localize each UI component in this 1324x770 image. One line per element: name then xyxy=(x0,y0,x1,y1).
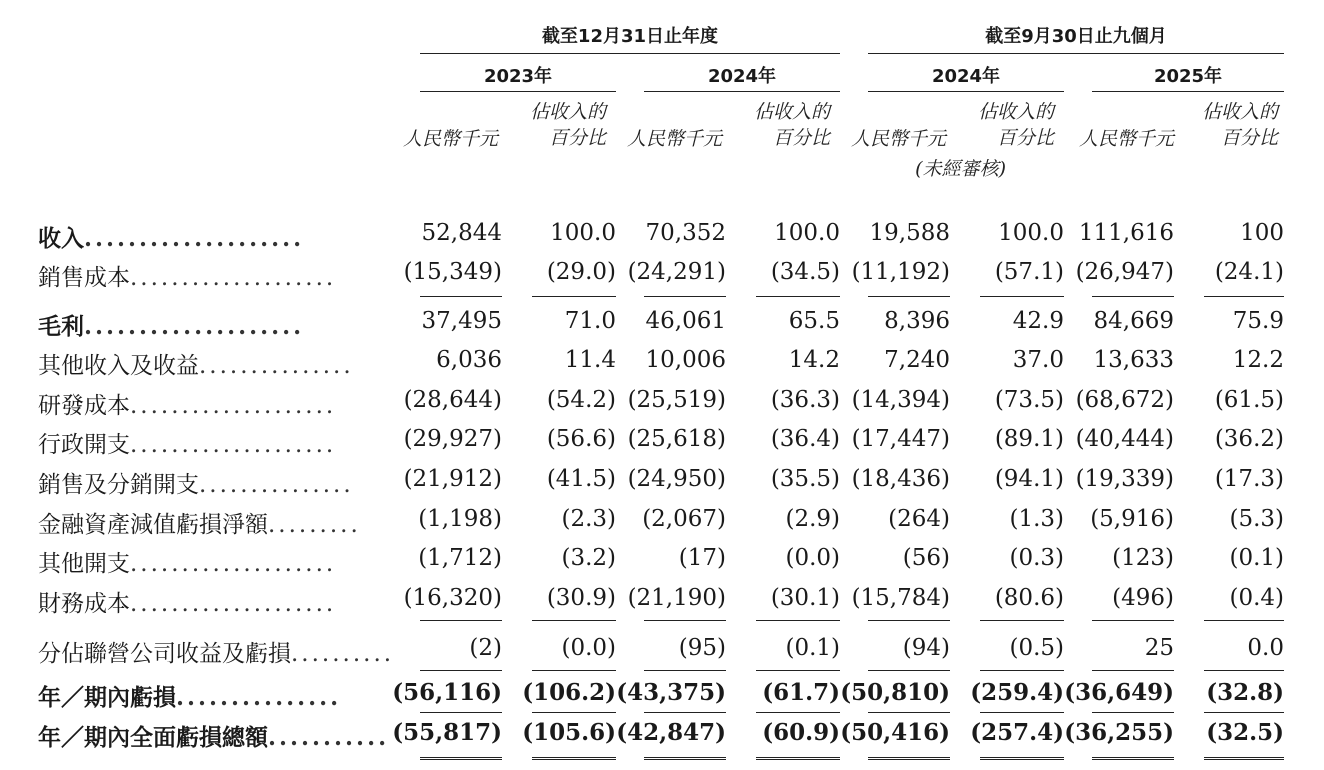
cell-value: (50,416) xyxy=(840,719,950,746)
subtotal-rule xyxy=(644,620,726,621)
cell-value: (1,712) xyxy=(418,545,502,571)
cell-value: (25,618) xyxy=(627,426,726,452)
cell-value: 100 xyxy=(1240,220,1284,246)
cell-value: (55,817) xyxy=(392,719,502,746)
cell-value: 13,633 xyxy=(1093,347,1174,373)
header-year-2024-fy: 2024年 xyxy=(707,66,777,87)
cell-value: 25 xyxy=(1144,635,1174,661)
row-label: 其他收入及收益............... xyxy=(38,353,354,379)
subtotal-rule xyxy=(532,620,616,621)
header-year-2024-9m: 2024年 xyxy=(931,66,1001,87)
cell-value: (29,927) xyxy=(403,426,502,452)
cell-value: 12.2 xyxy=(1232,347,1284,373)
cell-value: (30.1) xyxy=(770,585,840,611)
header-fy-group: 截至12月31日止年度 xyxy=(541,26,719,47)
cell-value: (0.4) xyxy=(1229,585,1284,611)
row-label: 其他開支.................... xyxy=(38,551,337,577)
subtotal-rule xyxy=(532,670,616,671)
col-rmb-2024-fy: 人民幣千元 xyxy=(626,128,722,150)
subtotal-rule xyxy=(980,620,1064,621)
cell-value: (123) xyxy=(1112,545,1174,571)
cell-value: (94) xyxy=(902,635,950,661)
cell-value: (2.3) xyxy=(561,506,616,532)
subtotal-rule xyxy=(980,757,1064,760)
subtotal-rule xyxy=(1204,296,1284,297)
cell-value: (24.1) xyxy=(1214,259,1284,285)
subtotal-rule xyxy=(532,757,616,760)
cell-value: (28,644) xyxy=(403,387,502,413)
row-label: 銷售成本.................... xyxy=(38,265,337,291)
subtotal-rule xyxy=(644,757,726,760)
cell-value: (61.5) xyxy=(1214,387,1284,413)
subtotal-rule xyxy=(756,757,840,760)
cell-value: 46,061 xyxy=(645,308,726,334)
cell-value: (17) xyxy=(678,545,726,571)
cell-value: 100.0 xyxy=(550,220,616,246)
cell-value: 19,588 xyxy=(869,220,950,246)
row-label: 收入.................... xyxy=(38,225,305,252)
cell-value: 8,396 xyxy=(884,308,950,334)
cell-value: 0.0 xyxy=(1247,635,1284,661)
subtotal-rule xyxy=(644,712,726,713)
cell-value: 100.0 xyxy=(774,220,840,246)
header-nine-month-group: 截至9月30日止九個月 xyxy=(985,26,1167,47)
subtotal-rule xyxy=(1204,757,1284,760)
cell-value: (264) xyxy=(888,506,950,532)
cell-value: (36.2) xyxy=(1214,426,1284,452)
cell-value: (105.6) xyxy=(522,719,616,746)
cell-value: (16,320) xyxy=(403,585,502,611)
subtotal-rule xyxy=(980,712,1064,713)
cell-value: (19,339) xyxy=(1075,466,1174,492)
cell-value: (41.5) xyxy=(546,466,616,492)
cell-value: (1,198) xyxy=(418,506,502,532)
cell-value: 42.9 xyxy=(1012,308,1064,334)
cell-value: (95) xyxy=(678,635,726,661)
cell-value: (56,116) xyxy=(392,679,502,706)
cell-value: (68,672) xyxy=(1075,387,1174,413)
cell-value: (50,810) xyxy=(840,679,950,706)
cell-value: 52,844 xyxy=(421,220,502,246)
cell-value: (43,375) xyxy=(616,679,726,706)
subtotal-rule xyxy=(420,757,502,760)
cell-value: (26,947) xyxy=(1075,259,1174,285)
subtotal-rule xyxy=(756,620,840,621)
subtotal-rule xyxy=(420,670,502,671)
cell-value: (259.4) xyxy=(970,679,1064,706)
header-year-2025-9m: 2025年 xyxy=(1153,66,1223,87)
cell-value: 14.2 xyxy=(788,347,840,373)
cell-value: 65.5 xyxy=(788,308,840,334)
cell-value: (60.9) xyxy=(762,719,840,746)
col-pct-2024-9m: 佔收入的 百分比 xyxy=(977,101,1054,149)
subtotal-rule xyxy=(868,670,950,671)
cell-value: (40,444) xyxy=(1075,426,1174,452)
col-pct-2024-fy: 佔收入的 百分比 xyxy=(753,101,830,149)
cell-value: (2) xyxy=(469,635,502,661)
cell-value: (3.2) xyxy=(561,545,616,571)
row-label: 財務成本.................... xyxy=(38,591,337,617)
cell-value: (94.1) xyxy=(994,466,1064,492)
row-label: 研發成本.................... xyxy=(38,393,337,419)
row-label: 毛利.................... xyxy=(38,313,305,340)
cell-value: (42,847) xyxy=(616,719,726,746)
cell-value: (36.3) xyxy=(770,387,840,413)
cell-value: (257.4) xyxy=(970,719,1064,746)
cell-value: 71.0 xyxy=(564,308,616,334)
cell-value: (5,916) xyxy=(1090,506,1174,532)
cell-value: (25,519) xyxy=(627,387,726,413)
row-label: 行政開支.................... xyxy=(38,432,337,458)
cell-value: 37.0 xyxy=(1012,347,1064,373)
cell-value: (0.1) xyxy=(1229,545,1284,571)
subtotal-rule xyxy=(868,296,950,297)
subtotal-rule xyxy=(420,712,502,713)
row-label: 年／期內全面虧損總額........... xyxy=(38,724,390,751)
subtotal-rule xyxy=(420,296,502,297)
col-pct-2023: 佔收入的 百分比 xyxy=(529,101,606,149)
subtotal-rule xyxy=(1092,670,1174,671)
cell-value: (14,394) xyxy=(851,387,950,413)
col-rmb-2025-9m: 人民幣千元 xyxy=(1078,128,1174,150)
subtotal-rule xyxy=(756,670,840,671)
subtotal-rule xyxy=(1092,712,1174,713)
cell-value: (24,950) xyxy=(627,466,726,492)
cell-value: (80.6) xyxy=(994,585,1064,611)
subtotal-rule xyxy=(756,296,840,297)
row-label: 分佔聯營公司收益及虧損.......... xyxy=(38,641,395,667)
cell-value: (32.5) xyxy=(1206,719,1284,746)
cell-value: 111,616 xyxy=(1078,220,1174,246)
cell-value: 11.4 xyxy=(564,347,616,373)
cell-value: 37,495 xyxy=(421,308,502,334)
cell-value: (36,649) xyxy=(1064,679,1174,706)
subtotal-rule xyxy=(532,712,616,713)
cell-value: (29.0) xyxy=(546,259,616,285)
cell-value: 7,240 xyxy=(884,347,950,373)
cell-value: (11,192) xyxy=(851,259,950,285)
unaudited-note: (未經審核) xyxy=(915,158,1006,180)
subtotal-rule xyxy=(868,620,950,621)
cell-value: (30.9) xyxy=(546,585,616,611)
cell-value: (0.0) xyxy=(561,635,616,661)
header-year-2023: 2023年 xyxy=(483,66,553,87)
cell-value: 10,006 xyxy=(645,347,726,373)
subtotal-rule xyxy=(868,757,950,760)
subtotal-rule xyxy=(1204,670,1284,671)
row-label: 金融資產減值虧損淨額......... xyxy=(38,512,361,538)
col-rmb-2024-9m: 人民幣千元 xyxy=(850,128,946,150)
rule-nine-month-group xyxy=(868,53,1284,54)
subtotal-rule xyxy=(644,296,726,297)
subtotal-rule xyxy=(980,670,1064,671)
rule-fy-group xyxy=(420,53,840,54)
cell-value: (2.9) xyxy=(785,506,840,532)
cell-value: (21,912) xyxy=(403,466,502,492)
cell-value: (73.5) xyxy=(994,387,1064,413)
cell-value: (0.0) xyxy=(785,545,840,571)
cell-value: 6,036 xyxy=(436,347,502,373)
cell-value: (21,190) xyxy=(627,585,726,611)
subtotal-rule xyxy=(1204,712,1284,713)
cell-value: (61.7) xyxy=(762,679,840,706)
cell-value: (57.1) xyxy=(994,259,1064,285)
cell-value: (0.5) xyxy=(1009,635,1064,661)
cell-value: (1.3) xyxy=(1009,506,1064,532)
cell-value: (32.8) xyxy=(1206,679,1284,706)
cell-value: (36,255) xyxy=(1064,719,1174,746)
cell-value: (56.6) xyxy=(546,426,616,452)
cell-value: (0.1) xyxy=(785,635,840,661)
subtotal-rule xyxy=(1092,620,1174,621)
cell-value: 84,669 xyxy=(1093,308,1174,334)
cell-value: (34.5) xyxy=(770,259,840,285)
subtotal-rule xyxy=(1204,620,1284,621)
subtotal-rule xyxy=(532,296,616,297)
col-rmb-2023: 人民幣千元 xyxy=(402,128,498,150)
subtotal-rule xyxy=(1092,757,1174,760)
row-label: 年／期內虧損............... xyxy=(38,684,342,711)
cell-value: 100.0 xyxy=(998,220,1064,246)
subtotal-rule xyxy=(980,296,1064,297)
subtotal-rule xyxy=(868,712,950,713)
subtotal-rule xyxy=(1092,296,1174,297)
cell-value: (35.5) xyxy=(770,466,840,492)
subtotal-rule xyxy=(644,670,726,671)
subtotal-rule xyxy=(756,712,840,713)
row-label: 銷售及分銷開支............... xyxy=(38,472,354,498)
cell-value: (17,447) xyxy=(851,426,950,452)
cell-value: 75.9 xyxy=(1232,308,1284,334)
cell-value: (15,784) xyxy=(851,585,950,611)
cell-value: (18,436) xyxy=(851,466,950,492)
col-pct-2025-9m: 佔收入的 百分比 xyxy=(1201,101,1278,149)
cell-value: (2,067) xyxy=(642,506,726,532)
cell-value: (36.4) xyxy=(770,426,840,452)
cell-value: (56) xyxy=(902,545,950,571)
cell-value: (24,291) xyxy=(627,259,726,285)
cell-value: (54.2) xyxy=(546,387,616,413)
cell-value: (496) xyxy=(1112,585,1174,611)
cell-value: (5.3) xyxy=(1229,506,1284,532)
cell-value: (0.3) xyxy=(1009,545,1064,571)
subtotal-rule xyxy=(420,620,502,621)
cell-value: (106.2) xyxy=(522,679,616,706)
cell-value: (17.3) xyxy=(1214,466,1284,492)
cell-value: (15,349) xyxy=(403,259,502,285)
cell-value: 70,352 xyxy=(645,220,726,246)
cell-value: (89.1) xyxy=(994,426,1064,452)
